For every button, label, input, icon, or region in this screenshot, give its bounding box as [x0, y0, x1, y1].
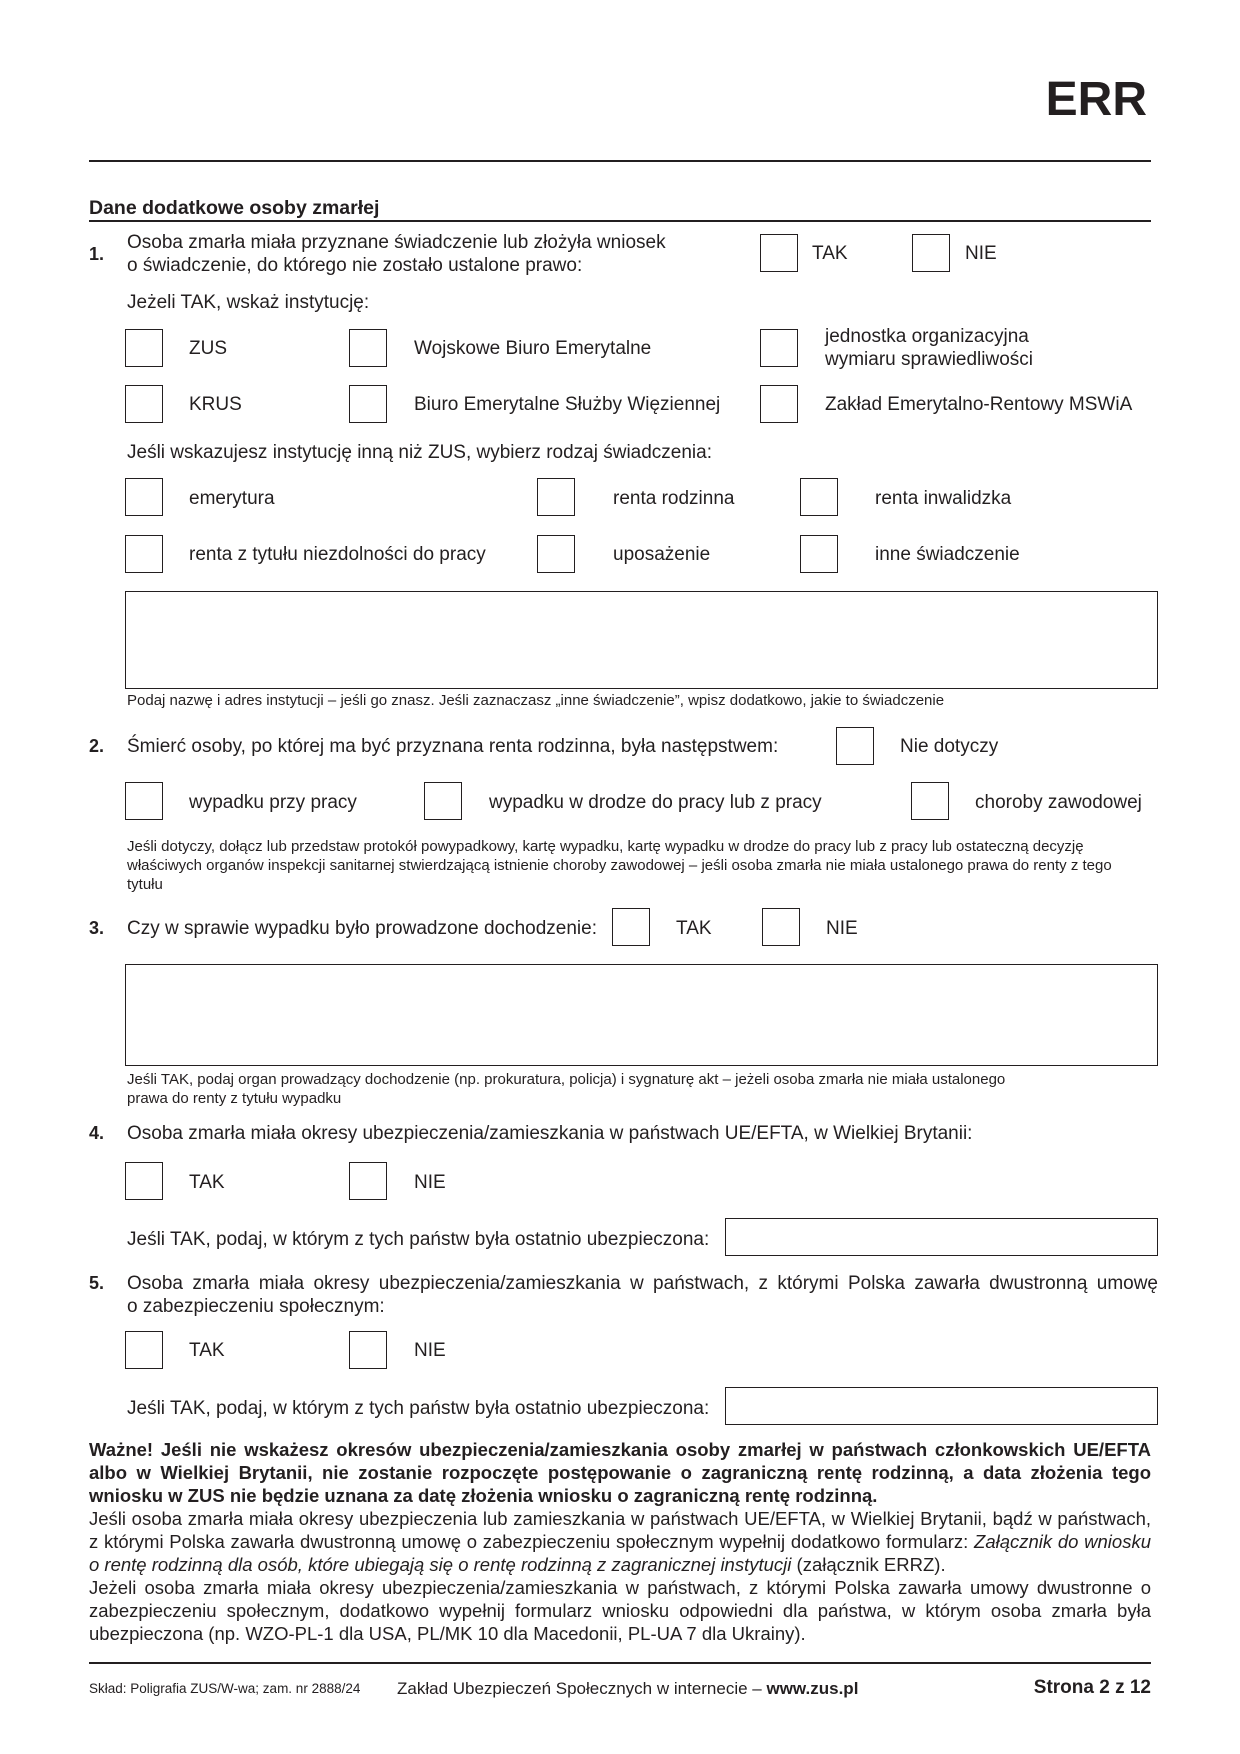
- q2-commute-accident-checkbox[interactable]: [424, 782, 462, 820]
- benefit-renta-rodzinna-label: renta rodzinna: [613, 488, 735, 509]
- q1-benefit-prompt: Jeśli wskazujesz instytucję inną niż ZUS, wybierz rodzaj świadczenia:: [127, 442, 713, 463]
- q2-commute-accident-label: wypadku w drodze do pracy lub z pracy: [489, 792, 822, 813]
- benefit-inne-label: inne świadczenie: [875, 544, 1020, 565]
- question-2-number: 2.: [89, 736, 105, 756]
- benefit-renta-niezdolnosc-label: renta z tytułu niezdolności do pracy: [189, 544, 486, 565]
- notice-p2-end: (załącznik ERRZ).: [791, 1554, 946, 1575]
- question-4-number: 4.: [89, 1123, 105, 1143]
- q1-no-checkbox[interactable]: [912, 234, 950, 272]
- q2-work-accident-checkbox[interactable]: [125, 782, 163, 820]
- header-divider: [89, 160, 1151, 162]
- benefit-emerytura-checkbox[interactable]: [125, 478, 163, 516]
- benefit-renta-niezdolnosc-checkbox[interactable]: [125, 535, 163, 573]
- institution-address-field[interactable]: [125, 591, 1158, 689]
- institution-zus-checkbox[interactable]: [125, 329, 163, 367]
- q3-no-checkbox[interactable]: [762, 908, 800, 946]
- q3-hint-line1: Jeśli TAK, podaj organ prowadzący dochodzenie (np. prokuratura, policja) i sygnaturę akt – jeżeli osoba zmarła nie miała ustalonego: [127, 1071, 1006, 1088]
- institution-krus-checkbox[interactable]: [125, 385, 163, 423]
- institution-wbe-checkbox[interactable]: [349, 329, 387, 367]
- benefit-uposazenie-checkbox[interactable]: [537, 535, 575, 573]
- benefit-emerytura-label: emerytura: [189, 488, 275, 509]
- q4-yes-label: TAK: [189, 1172, 225, 1193]
- q2-hint-line2: właściwych organów inspekcji sanitarnej stwierdzającą istnienie choroby zawodowej – jeśli osoba zmarła nie miała ustalonego prawa do renty z tego: [127, 857, 1112, 874]
- q1-yes-checkbox[interactable]: [760, 234, 798, 272]
- q4-country-prompt: Jeśli TAK, podaj, w którym z tych państw była ostatnio ubezpieczona:: [127, 1229, 710, 1250]
- q3-yes-label: TAK: [676, 918, 712, 939]
- footer-page-number: Strona 2 z 12: [1033, 1677, 1151, 1698]
- footer-zus-text: Zakład Ubezpieczeń Społecznych w internecie –: [397, 1679, 767, 1698]
- q2-not-applicable-checkbox[interactable]: [836, 727, 874, 765]
- footer-zus-url[interactable]: www.zus.pl: [766, 1679, 859, 1698]
- notice-paragraph-2: [89, 1507, 1151, 1576]
- benefit-uposazenie-label: uposażenie: [613, 544, 711, 565]
- q3-yes-checkbox[interactable]: [612, 908, 650, 946]
- institution-zus-label: ZUS: [189, 338, 227, 359]
- q3-no-label: NIE: [826, 918, 858, 939]
- q4-no-checkbox[interactable]: [349, 1162, 387, 1200]
- q5-country-field[interactable]: [725, 1387, 1158, 1425]
- question-1-text-line2: o świadczenie, do którego nie zostało ustalone prawo:: [127, 255, 583, 276]
- q2-hint-line1: Jeśli dotyczy, dołącz lub przedstaw protokół powypadkowy, kartę wypadku, kartę wypadku w drodze do pracy lub z pracy lub ostateczną decyzję: [127, 838, 1084, 855]
- institution-besw-checkbox[interactable]: [349, 385, 387, 423]
- q2-not-applicable-label: Nie dotyczy: [900, 736, 999, 757]
- q5-no-checkbox[interactable]: [349, 1331, 387, 1369]
- question-1-text-line1: Osoba zmarła miała przyznane świadczenie lub złożyła wniosek: [127, 232, 666, 253]
- institution-jednostka-label-line1: jednostka organizacyjna: [825, 326, 1029, 347]
- section-title: Dane dodatkowe osoby zmarłej: [89, 197, 380, 219]
- footer-print-info: Skład: Poligrafia ZUS/W-wa; zam. nr 2888/24: [89, 1681, 361, 1696]
- institution-address-hint: Podaj nazwę i adres instytucji – jeśli go znasz. Jeśli zaznaczasz „inne świadczenie”, wpisz dodatkowo, jakie to świadczenie: [127, 692, 945, 709]
- q5-no-label: NIE: [414, 1340, 446, 1361]
- question-2-text: Śmierć osoby, po której ma być przyznana renta rodzinna, była następstwem:: [127, 736, 779, 757]
- q2-occupational-disease-checkbox[interactable]: [911, 782, 949, 820]
- question-5-text-line1: Osoba zmarła miała okresy ubezpieczenia/zamieszkania w państwach, z którymi Polska zawarła dwustronną umowę: [127, 1273, 1158, 1294]
- institution-zer-label: Zakład Emerytalno-Rentowy MSWiA: [825, 394, 1133, 415]
- notice-p2-attachment-title: Załącznik do wniosku o rentę rodzinną dla osób, które ubiegają się o rentę rodzinną z zagranicznej instytucji: [89, 1531, 1151, 1575]
- q5-country-prompt: Jeśli TAK, podaj, w którym z tych państw była ostatnio ubezpieczona:: [127, 1398, 710, 1419]
- question-5-text-line2: o zabezpieczeniu społecznym:: [127, 1296, 385, 1317]
- institution-besw-label: Biuro Emerytalne Służby Więziennej: [414, 394, 721, 415]
- benefit-renta-rodzinna-checkbox[interactable]: [537, 478, 575, 516]
- institution-jednostka-checkbox[interactable]: [760, 329, 798, 367]
- q2-occupational-disease-label: choroby zawodowej: [975, 792, 1142, 813]
- question-3-text: Czy w sprawie wypadku było prowadzone dochodzenie:: [127, 918, 597, 939]
- institution-jednostka-label-line2: wymiaru sprawiedliwości: [825, 349, 1033, 370]
- q4-yes-checkbox[interactable]: [125, 1162, 163, 1200]
- institution-krus-label: KRUS: [189, 394, 242, 415]
- q1-institution-prompt: Jeżeli TAK, wskaż instytucję:: [127, 292, 370, 313]
- benefit-renta-inwalidzka-checkbox[interactable]: [800, 478, 838, 516]
- q3-hint-line2: prawa do renty z tytułu wypadku: [127, 1090, 342, 1107]
- institution-wbe-label: Wojskowe Biuro Emerytalne: [414, 338, 652, 359]
- footer-zus-link: [397, 1679, 858, 1699]
- important-notice: Ważne! Jeśli nie wskażesz okresów ubezpieczenia/zamieszkania osoby zmarłej w państwach członkowskich UE/EFTA albo w Wielkiej Brytanii, nie zostanie rozpoczęte postępowanie o zagraniczną rentę rodzinną, a data złożenia tego wniosku w ZUS nie będzie uznana za datę złożenia wniosku o zagraniczną rentę rodzinną.: [89, 1439, 1151, 1506]
- q1-yes-label: TAK: [812, 243, 848, 264]
- section-divider: [89, 220, 1151, 222]
- notice-paragraph-3: Jeżeli osoba zmarła miała okresy ubezpieczenia/zamieszkania w państwach, z którymi Polska zawarła umowy dwustronne o zabezpieczeniu społecznym, dodatkowo wypełnij formularz wniosku odpowiedni dla państwa, w którym osoba zmarła była ubezpieczona (np. WZO-PL-1 dla USA, PL/MK 10 dla Macedonii, PL-UA 7 dla Ukrainy).: [89, 1577, 1151, 1644]
- q2-work-accident-label: wypadku przy pracy: [189, 792, 357, 813]
- notice-p2-start: Jeśli osoba zmarła miała okresy ubezpieczenia lub zamieszkania w państwach UE/EFTA, w Wielkiej Brytanii, bądź w państwach, z którymi Polska zawarła dwustronną umowę o zabezpieczeniu społecznym wypełnij dodatkowo formularz:: [89, 1508, 1151, 1552]
- question-5-number: 5.: [89, 1273, 105, 1293]
- footer-divider: [89, 1662, 1151, 1664]
- benefit-inne-checkbox[interactable]: [800, 535, 838, 573]
- q1-no-label: NIE: [965, 243, 997, 264]
- q2-hint-line3: tytułu: [127, 876, 163, 893]
- form-code: ERR: [1045, 73, 1147, 126]
- q5-yes-checkbox[interactable]: [125, 1331, 163, 1369]
- investigation-details-field[interactable]: [125, 964, 1158, 1066]
- question-4-text: Osoba zmarła miała okresy ubezpieczenia/zamieszkania w państwach UE/EFTA, w Wielkiej Brytanii:: [127, 1123, 973, 1144]
- q4-country-field[interactable]: [725, 1218, 1158, 1256]
- institution-zer-checkbox[interactable]: [760, 385, 798, 423]
- q4-no-label: NIE: [414, 1172, 446, 1193]
- benefit-renta-inwalidzka-label: renta inwalidzka: [875, 488, 1012, 509]
- q5-yes-label: TAK: [189, 1340, 225, 1361]
- question-1-number: 1.: [89, 244, 105, 264]
- question-3-number: 3.: [89, 918, 105, 938]
